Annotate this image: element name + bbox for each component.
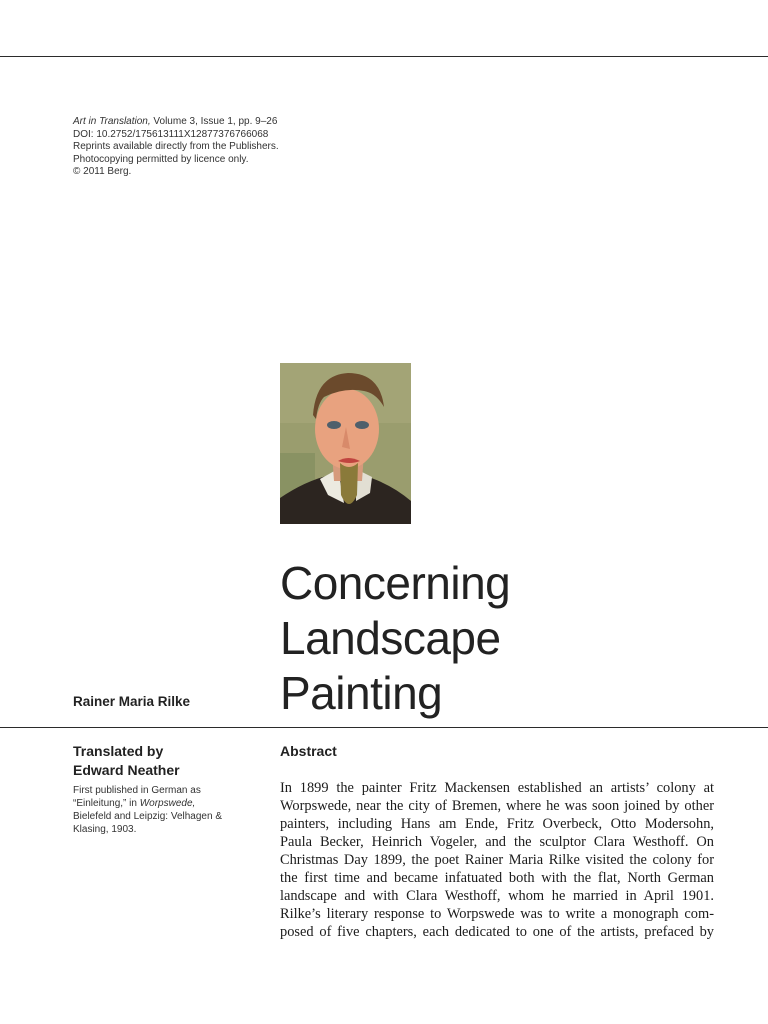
abstract-line: Paula Becker, Heinrich Vogeler, and the sculptor Clara Westhoff. On (280, 834, 714, 850)
portrait-beard (340, 463, 358, 504)
abstract-line: painters, including Hans am Ende, Fritz Overbeck, Otto Modersohn, (280, 816, 714, 832)
citation-line (73, 116, 279, 129)
first-pub-book-title: Worpswede, (139, 798, 196, 809)
photocopying-note: Photocopying permitted by licence only. (73, 153, 249, 165)
abstract-line: In 1899 the painter Fritz Mackensen established an artists’ colony at (280, 780, 714, 796)
abstract-body (280, 779, 714, 941)
first-pub-line-3: Bielefeld and Leipzig: Velhagen & (73, 811, 223, 822)
author-name: Rainer Maria Rilke (73, 694, 191, 709)
first-published-note (73, 784, 258, 836)
portrait-face (315, 389, 379, 469)
doi: DOI: 10.2752/175613111X12877376766068 (73, 128, 269, 140)
title-line-3: Painting (280, 667, 443, 719)
abstract-line: posed of five chapters, each dedicated to one of the artists, prefaced by (280, 924, 714, 940)
volume-issue: Volume 3, Issue 1, pp. 9–26 (150, 116, 278, 127)
author-portrait (280, 363, 411, 524)
section-rule (0, 727, 768, 728)
copyright: © 2011 Berg. (73, 166, 132, 178)
translated-by-label: Translated by (73, 743, 164, 759)
translator-credit (73, 742, 180, 780)
first-pub-line-1: First published in German as (73, 785, 201, 796)
journal-name: Art in Translation, (73, 116, 151, 127)
reprints-note: Reprints available directly from the Publishers. (73, 141, 279, 153)
abstract-line: the first time and became infatuated both with the flat, North German (280, 870, 714, 886)
abstract-line: Worpswede, near the city of Bremen, where he was soon joined by other (280, 798, 714, 814)
top-rule (0, 56, 768, 57)
abstract-line: Christmas Day 1899, the poet Rainer Maria Rilke visited the colony for (280, 852, 714, 868)
title-line-2: Landscape (280, 612, 501, 664)
first-pub-source-label: “Einleitung,” in (73, 798, 140, 809)
translator-name: Edward Neather (73, 762, 180, 778)
title-line-1: Concerning (280, 557, 511, 609)
abstract-line: landscape and with Clara Westhoff, whom he married in April 1901. (280, 888, 714, 904)
abstract-heading: Abstract (280, 743, 337, 759)
journal-metadata (73, 116, 279, 179)
article-title (280, 556, 510, 721)
first-pub-line-2 (73, 797, 258, 810)
abstract-line: Rilke’s literary response to Worpswede was to write a monograph com- (280, 906, 714, 922)
first-pub-line-4: Klasing, 1903. (73, 824, 137, 835)
